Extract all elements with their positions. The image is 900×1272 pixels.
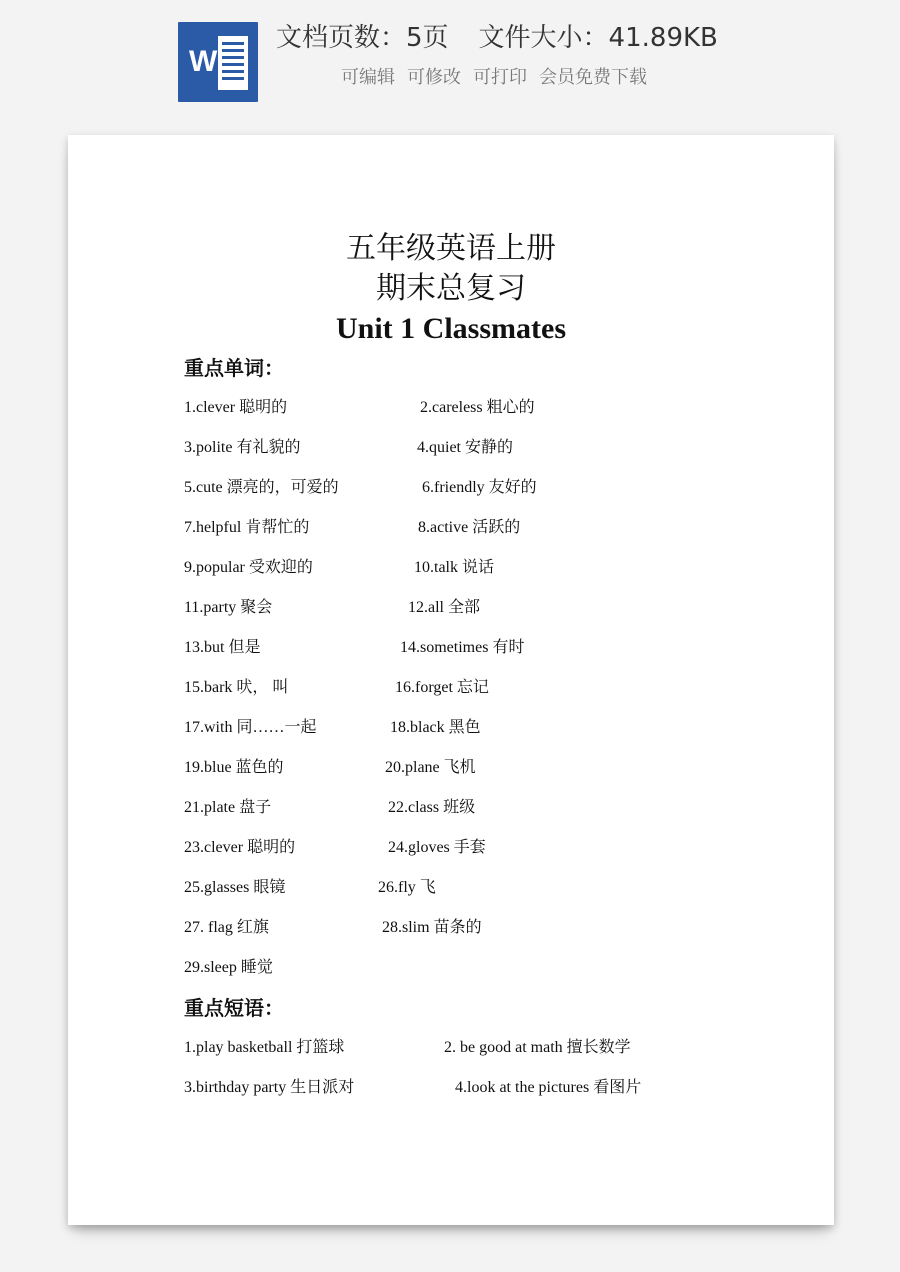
vocab-item: 15.bark 吠， 叫 (184, 679, 289, 696)
page-count-label: 文档页数：5页 (276, 23, 449, 53)
vocab-item: 16.forget 忘记 (395, 679, 489, 696)
vocab-item: 4.quiet 安静的 (417, 439, 513, 456)
word-doc-icon (178, 22, 258, 102)
phrase-item: 2. be good at math 擅长数学 (444, 1039, 631, 1056)
phrase-item: 4.look at the pictures 看图片 (455, 1079, 642, 1096)
doc-title-line2: 期末总复习 (376, 271, 526, 306)
vocab-heading: 重点单词： (184, 356, 284, 380)
vocab-item: 13.but 但是 (184, 639, 261, 656)
vocab-item: 7.helpful 肯帮忙的 (184, 519, 310, 536)
vocab-item: 6.friendly 友好的 (422, 479, 537, 496)
vocab-item: 14.sometimes 有时 (400, 639, 525, 656)
vocab-item: 18.black 黑色 (390, 719, 481, 736)
vocab-item: 2.careless 粗心的 (420, 399, 535, 416)
vocab-item: 28.slim 苗条的 (382, 919, 482, 936)
vocab-item: 17.with 同……一起 (184, 719, 317, 736)
vocab-item: 3.polite 有礼貌的 (184, 439, 301, 456)
vocab-item: 8.active 活跃的 (418, 519, 521, 536)
vocab-item: 9.popular 受欢迎的 (184, 559, 313, 576)
unit-title: Unit 1 Classmates (336, 312, 566, 345)
feature-editable: 可编辑 (341, 67, 395, 88)
vocab-item: 1.clever 聪明的 (184, 399, 288, 416)
vocab-item: 22.class 班级 (388, 799, 476, 816)
vocab-item: 25.glasses 眼镜 (184, 879, 286, 896)
feature-modifiable: 可修改 (407, 67, 461, 88)
vocab-item: 29.sleep 睡觉 (184, 959, 273, 976)
word-icon-letter: W (189, 45, 218, 78)
vocab-item: 27. flag 红旗 (184, 919, 269, 936)
vocab-item: 12.all 全部 (408, 599, 480, 616)
doc-title-line1: 五年级英语上册 (346, 231, 556, 266)
vocab-item: 11.party 聚会 (184, 599, 273, 616)
vocab-item: 19.blue 蓝色的 (184, 759, 284, 776)
vocab-item: 26.fly 飞 (378, 879, 436, 896)
feature-member-free-download: 会员免费下载 (539, 67, 647, 88)
doc-info-header (0, 0, 900, 120)
feature-printable: 可打印 (473, 67, 527, 88)
doc-features-line (341, 66, 659, 90)
phrase-item: 3.birthday party 生日派对 (184, 1079, 355, 1096)
vocab-item: 24.gloves 手套 (388, 839, 486, 856)
vocab-item: 20.plane 飞机 (385, 759, 476, 776)
doc-meta-line (276, 20, 718, 56)
document-page (68, 135, 834, 1225)
vocab-item: 21.plate 盘子 (184, 799, 272, 816)
phrases-heading: 重点短语： (184, 996, 284, 1020)
vocab-item: 5.cute 漂亮的，可爱的 (184, 479, 339, 496)
file-size-label: 文件大小：41.89KB (478, 23, 718, 53)
vocab-item: 23.clever 聪明的 (184, 839, 296, 856)
phrase-item: 1.play basketball 打篮球 (184, 1039, 345, 1056)
vocab-item: 10.talk 说话 (414, 559, 494, 576)
